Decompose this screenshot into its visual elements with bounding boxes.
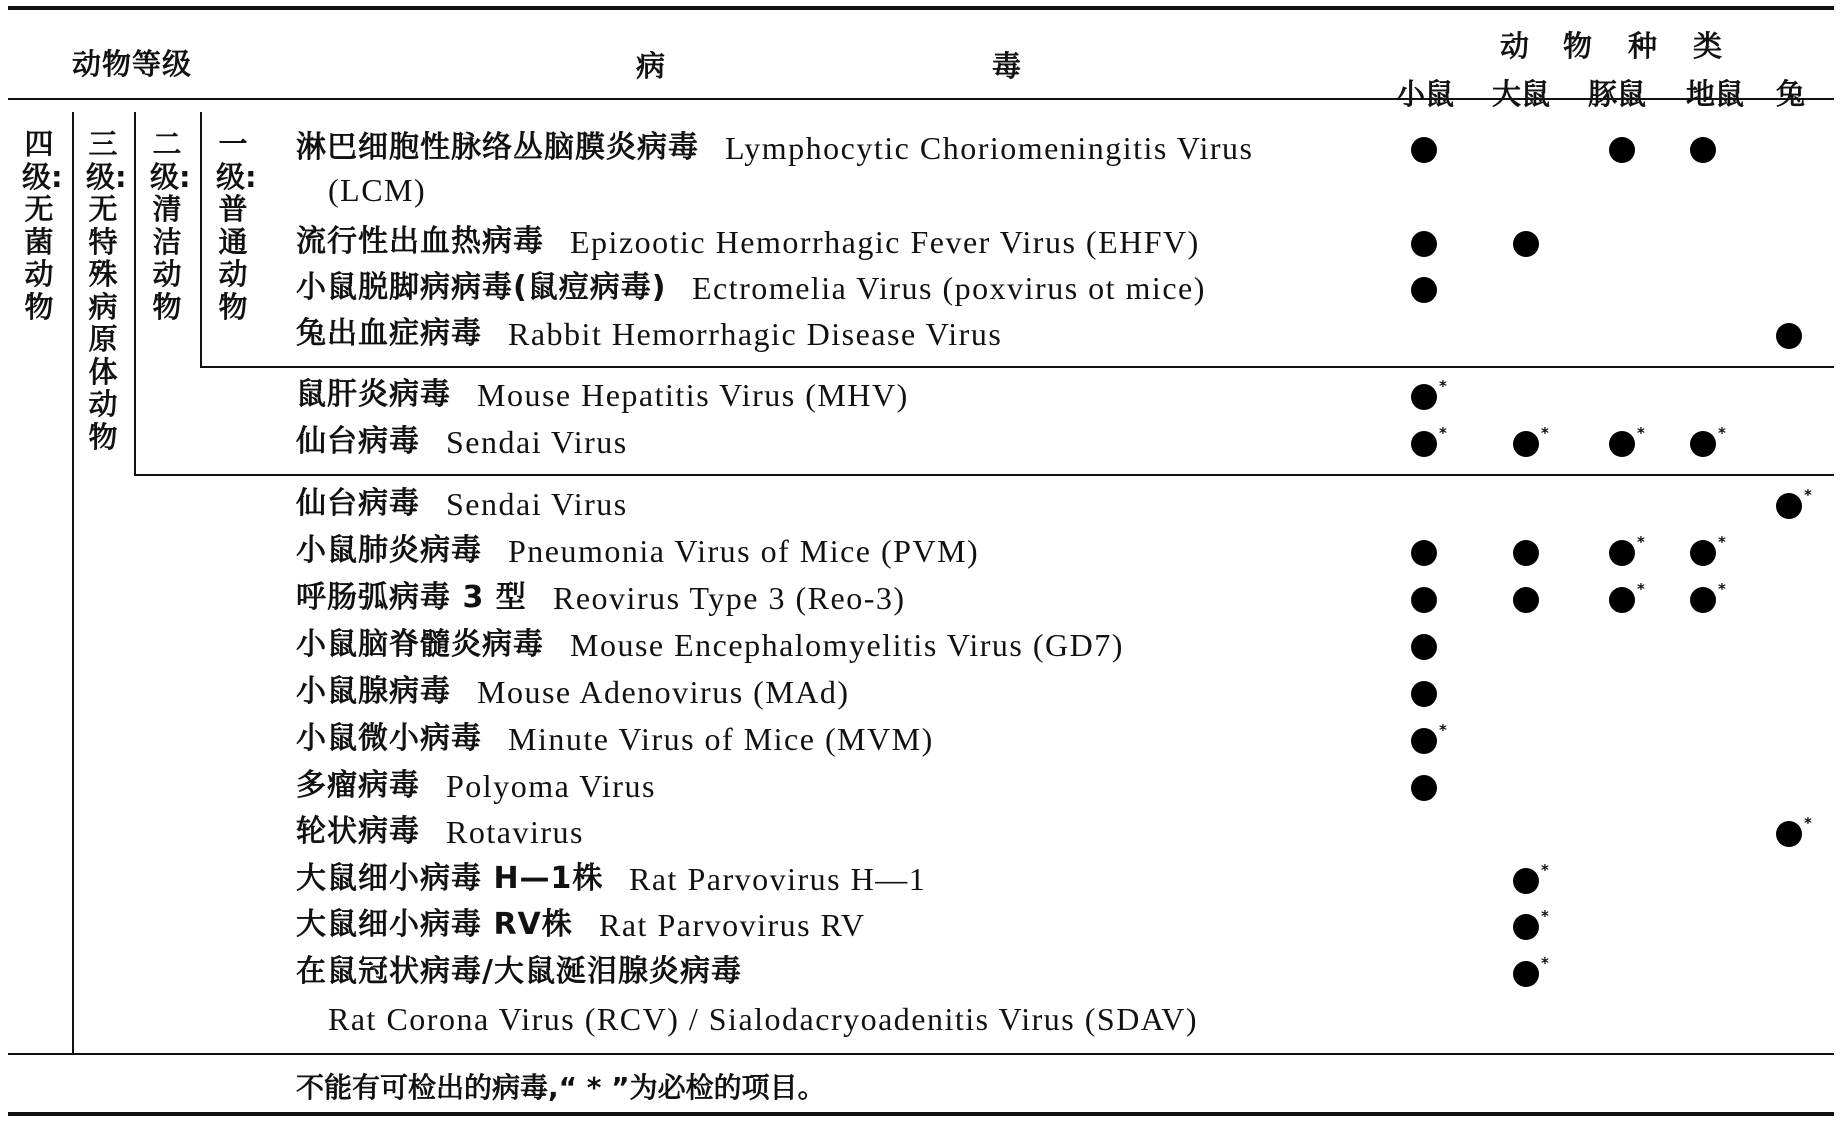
virus-name-en: Sendai Virus bbox=[446, 424, 628, 460]
virus-name-en: Rotavirus bbox=[446, 814, 584, 850]
presence-dot bbox=[1690, 540, 1716, 566]
presence-dot bbox=[1776, 493, 1802, 519]
virus-header-right: 毒 bbox=[992, 49, 1022, 83]
virus-name-cn: 大鼠细小病毒 H—1株 bbox=[296, 861, 604, 896]
virus-name-en: Rabbit Hemorrhagic Disease Virus bbox=[508, 316, 1003, 352]
level-two-label: 二级:清洁动物 bbox=[150, 127, 191, 324]
required-test-star: * bbox=[1637, 580, 1645, 598]
presence-dot bbox=[1513, 231, 1539, 257]
presence-dot bbox=[1513, 587, 1539, 613]
required-test-star: * bbox=[1541, 424, 1549, 442]
virus-name-cn: 小鼠肺炎病毒 bbox=[296, 533, 482, 568]
virus-name-cn: 大鼠细小病毒 RV株 bbox=[296, 907, 573, 942]
virus-header-left: 病 bbox=[636, 49, 666, 83]
virus-name-cn: 小鼠腺病毒 bbox=[296, 674, 451, 709]
virus-name-cn: 鼠肝炎病毒 bbox=[296, 377, 451, 412]
presence-dot bbox=[1690, 587, 1716, 613]
level1-bottom-rule bbox=[200, 366, 1834, 368]
presence-dot bbox=[1609, 540, 1635, 566]
virus-name-cn: 小鼠脑脊髓炎病毒 bbox=[296, 627, 544, 662]
presence-dot bbox=[1513, 914, 1539, 940]
footnote: 不能有可检出的病毒,“ * ”为必检的项目。 bbox=[296, 1071, 826, 1104]
presence-dot bbox=[1690, 431, 1716, 457]
presence-dot bbox=[1411, 277, 1437, 303]
presence-dot bbox=[1690, 137, 1716, 163]
required-test-star: * bbox=[1541, 861, 1549, 879]
virus-name-en: Epizootic Hemorrhagic Fever Virus (EHFV) bbox=[570, 224, 1200, 260]
presence-dot bbox=[1513, 868, 1539, 894]
required-test-star: * bbox=[1637, 533, 1645, 551]
presence-dot bbox=[1411, 431, 1437, 457]
required-test-star: * bbox=[1541, 907, 1549, 925]
species-mouse-header: 小鼠 bbox=[1396, 77, 1455, 111]
presence-dot bbox=[1411, 540, 1437, 566]
species-group-char-1: 动 bbox=[1500, 29, 1530, 63]
virus-name-cn: 仙台病毒 bbox=[296, 424, 420, 459]
virus-name-en: Sendai Virus bbox=[446, 486, 628, 522]
virus-name-en: Reovirus Type 3 (Reo-3) bbox=[553, 580, 906, 616]
required-test-star: * bbox=[1439, 377, 1447, 395]
bottom-rule bbox=[8, 1112, 1834, 1116]
level-four-label: 四级:无菌动物 bbox=[22, 127, 63, 324]
presence-dot bbox=[1513, 540, 1539, 566]
presence-dot bbox=[1411, 384, 1437, 410]
level2-divider bbox=[200, 112, 202, 368]
presence-dot bbox=[1609, 587, 1635, 613]
level-column-header: 动物等级 bbox=[72, 47, 193, 81]
level3-divider bbox=[134, 112, 136, 476]
presence-dot bbox=[1776, 323, 1802, 349]
species-hamster-header: 地鼠 bbox=[1686, 77, 1745, 111]
level3-bottom-rule bbox=[8, 1053, 1834, 1055]
virus-name-en: Rat Parvovirus H—1 bbox=[629, 861, 927, 897]
presence-dot bbox=[1513, 961, 1539, 987]
species-guinea-pig-header: 豚鼠 bbox=[1588, 77, 1647, 111]
presence-dot bbox=[1513, 431, 1539, 457]
virus-name-en: Mouse Adenovirus (MAd) bbox=[477, 674, 850, 710]
level-one-label: 一级:普通动物 bbox=[216, 127, 257, 324]
virus-name-en: Mouse Hepatitis Virus (MHV) bbox=[477, 377, 909, 413]
species-group-char-3: 种 bbox=[1628, 29, 1658, 63]
virus-name-en: Ectromelia Virus (poxvirus ot mice) bbox=[692, 270, 1206, 306]
required-test-star: * bbox=[1439, 424, 1447, 442]
species-rabbit-header: 兔 bbox=[1776, 77, 1806, 111]
level4-divider bbox=[72, 112, 74, 1054]
virus-name-cn: 在鼠冠状病毒/大鼠涎泪腺炎病毒 bbox=[296, 954, 742, 989]
required-test-star: * bbox=[1718, 533, 1726, 551]
virus-name-en: Minute Virus of Mice (MVM) bbox=[508, 721, 934, 757]
virus-name-en-continued: (LCM) bbox=[328, 172, 427, 208]
presence-dot bbox=[1411, 775, 1437, 801]
required-test-star: * bbox=[1439, 721, 1447, 739]
required-test-star: * bbox=[1804, 814, 1812, 832]
virus-name-en: Pneumonia Virus of Mice (PVM) bbox=[508, 533, 980, 569]
species-rat-header: 大鼠 bbox=[1492, 77, 1551, 111]
virus-name-cn: 轮状病毒 bbox=[296, 814, 420, 849]
virus-name-en-continued: Rat Corona Virus (RCV) / Sialodacryoadenitis Virus (SDAV) bbox=[328, 1001, 1199, 1037]
virus-name-cn: 流行性出血热病毒 bbox=[296, 224, 544, 259]
presence-dot bbox=[1609, 137, 1635, 163]
virus-name-cn: 呼肠弧病毒 3 型 bbox=[296, 580, 527, 615]
presence-dot bbox=[1411, 231, 1437, 257]
level2-bottom-rule bbox=[134, 474, 1834, 476]
presence-dot bbox=[1411, 681, 1437, 707]
required-test-star: * bbox=[1637, 424, 1645, 442]
presence-dot bbox=[1411, 634, 1437, 660]
presence-dot bbox=[1411, 137, 1437, 163]
required-test-star: * bbox=[1718, 424, 1726, 442]
required-test-star: * bbox=[1804, 486, 1812, 504]
virus-name-cn: 多瘤病毒 bbox=[296, 768, 420, 803]
required-test-star: * bbox=[1718, 580, 1726, 598]
presence-dot bbox=[1609, 431, 1635, 457]
virus-name-cn: 小鼠微小病毒 bbox=[296, 721, 482, 756]
virus-name-en: Lymphocytic Choriomeningitis Virus bbox=[725, 130, 1254, 166]
level-three-label: 三级:无特殊病原体动物 bbox=[86, 127, 127, 454]
presence-dot bbox=[1411, 728, 1437, 754]
virus-name-cn: 淋巴细胞性脉络丛脑膜炎病毒 bbox=[296, 130, 699, 165]
species-group-char-2: 物 bbox=[1563, 29, 1593, 63]
virus-name-cn: 小鼠脱脚病病毒(鼠痘病毒) bbox=[296, 270, 667, 305]
virus-name-cn: 仙台病毒 bbox=[296, 486, 420, 521]
virus-name-en: Mouse Encephalomyelitis Virus (GD7) bbox=[570, 627, 1124, 663]
top-rule bbox=[8, 6, 1834, 10]
species-group-char-4: 类 bbox=[1693, 29, 1723, 63]
presence-dot bbox=[1776, 821, 1802, 847]
virus-name-en: Rat Parvovirus RV bbox=[599, 907, 866, 943]
header-bottom-rule bbox=[8, 98, 1834, 100]
virus-name-cn: 兔出血症病毒 bbox=[296, 316, 482, 351]
presence-dot bbox=[1411, 587, 1437, 613]
required-test-star: * bbox=[1541, 954, 1549, 972]
virus-name-en: Polyoma Virus bbox=[446, 768, 656, 804]
